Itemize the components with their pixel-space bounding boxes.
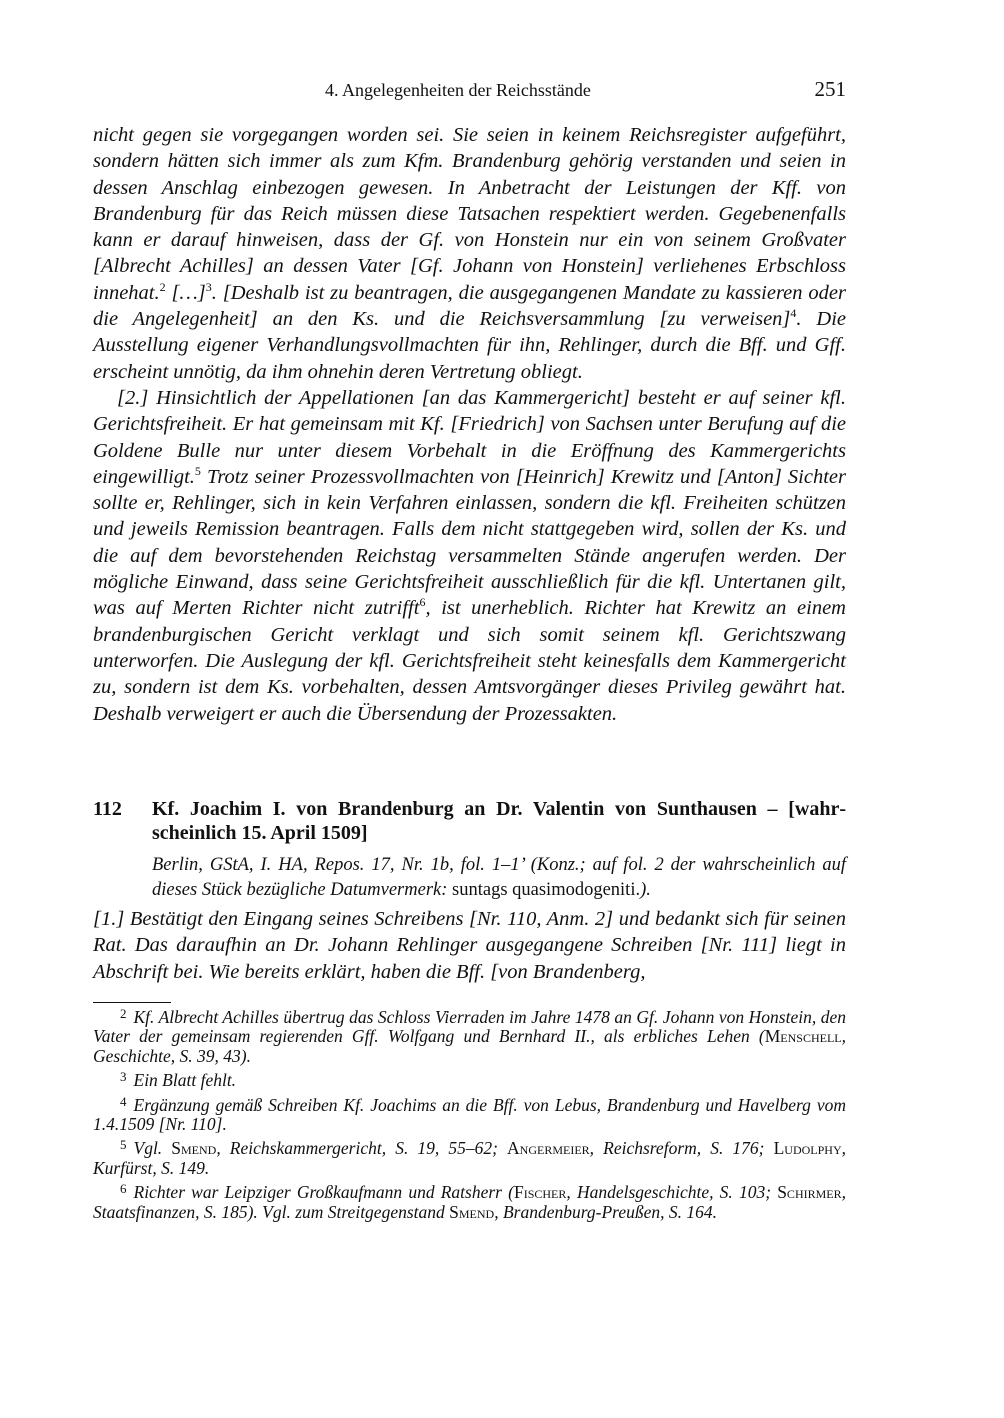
footnote-number: 5 [120,1137,127,1153]
author-name: Smend [449,1201,495,1222]
footnote-number: 2 [120,1006,127,1021]
document-112-paragraph-1: [1.] Bestätigt den Eingang seines Schreibens [Nr. 110, Anm. 2] und bedankt sich für seinen Rat. Das daraufhin an Dr. Johann Rehlinger ausgegangene Schreiben [Nr. 111] liegt in Abschrift bei. Wie bereits erklärt, haben die Bff. [von Brandenberg, [93,908,846,983]
document-title: Kf. Joachim I. von Brandenburg an Dr. Valentin von Sunthausen – [wahrscheinlich 15. April 1509] [152,798,846,844]
footnote-reference-3: 3 [205,279,212,294]
source-end: ). [640,879,651,900]
footnote-reference-4: 4 [790,306,797,321]
footnote-reference-5: 5 [194,463,201,478]
source-date-note: suntags quasimodogeniti. [452,879,641,900]
running-head [93,77,846,106]
footnote-3: $^3$ Ein Blatt fehlt. [120,1069,237,1091]
footnote-4: $^4$ Ergänzung gemäß Schreiben Kf. Joachims an die Bff. von Lebus, Brandenburg und Havelberg vom 1.4.1509 [Nr. 110]. [93,1093,846,1135]
document-heading [93,797,846,845]
author-name: Schirmer [777,1182,842,1203]
footnote-reference-6: 6 [419,595,426,610]
footnote-reference-2: 2 [159,279,166,294]
document-number: 112 [93,798,122,820]
continued-paragraph-1: nicht gegen sie vorgegangen worden sei. Sie seien in keinem Reichsregister aufgeführt, sondern hätten sich immer als zum Kfm. Brandenburg gehörig verstanden und seien in dessen Anschlag einbezogen gewesen. In Anbetracht der Leistungen der Kff. von Brandenburg für das Reich müssen diese Tatsachen respektiert werden. Gegebenenfalls kann er darauf hinweisen, dass der Gf. von Honstein nur ein von seinem Großvater [Albrecht Achilles] an dessen Vater [Gf. Johann von Honstein] verliehenes Erbschloss innehat.$^2$ […]$^3$. [Deshalb ist zu beantragen, die ausgegangenen Mandate zu kassieren oder die Angelegenheit] an den Ks. und die Reichsversammlung [zu verweisen]$^4$. Die Ausstellung eigener Verhandlungsvollmachten für ihn, Rehlinger, durch die Bff. und Gff. erscheint unnötig, da ihm ohnehin deren Vertretung obliegt. [93,124,846,383]
author-name: Fischer [513,1182,567,1203]
source-archive-reference: Berlin, GStA, I. HA, Repos. 17, Nr. 1b, fol. 1–1’ (Konz.; auf fol. 2 der wahrscheinlich auf dieses Stück bezügliche Datumvermerk: [152,855,846,900]
footnote-number: 3 [120,1069,127,1085]
author-name: Ludolphy [773,1138,842,1159]
footnote-6: $^6$ Richter war Leipziger Großkaufmann und Ratsherr (Fischer, Handelsgeschichte, S. 103; Schirmer, Staatsfinanzen, S. 185). Vgl. zum Streitgegenstand Smend, Brandenburg-Preußen, S. 164. [93,1181,846,1222]
footnote-number: 6 [120,1181,127,1197]
author-name: Angermeier [507,1138,590,1159]
document-112-text [93,906,846,985]
running-head-title: 4. Angelegenheiten der Reichsstände [325,80,591,100]
footnote-number: 4 [120,1093,127,1109]
continued-paragraph-2: [2.] Hinsichtlich der Appellationen [an das Kammergericht] besteht er auf seiner kfl. Gerichtsfreiheit. Er hat gemeinsam mit Kf. [Friedrich] von Sachsen unter Berufung auf die Goldene Bulle nur unter diesem Vorbehalt in die Eröffnung des Kammergerichts eingewilligt.$^5$ Trotz seiner Prozessvollmachten von [Heinrich] Krewitz und [Anton] Sichter sollte er, Rehlinger, sich in kein Verfahren einlassen, sondern die kfl. Freiheiten schützen und jeweils Remission beantragen. Falls dem nicht stattgegeben wird, sollen der Ks. und die auf dem bevorstehenden Reichstag versammelten Stände angerufen werden. Der mögliche Einwand, dass seine Gerichtsfreiheit ausschließlich für die kfl. Untertanen gilt, was auf Merten Richter nicht zutrifft$^6$, ist unerheblich. Richter hat Krewitz an einem brandenburgischen Gericht verklagt und sich somit seinem kfl. Gerichtszwang unterworfen. Die Auslegung der kfl. Gerichtsfreiheit steht keinesfalls dem Kammergericht zu, sondern ist dem Ks. vorbehalten, dessen Amtsvorgänger dieses Privileg gewährt hat. Deshalb verweigert er auch die Übersendung der Prozessakten. [93,386,846,725]
continued-document-text [93,122,846,727]
author-name: Menschell [764,1026,842,1047]
author-name: Smend [171,1138,217,1159]
source-note [152,853,846,902]
footnote-2: $^2$ Kf. Albrecht Achilles übertrug das Schloss Vierraden im Jahre 1478 an Gf. Johann von Honstein, den Vater der gemeinsam regierenden Gff. Wolfgang und Bernhard II., als erbliches Lehen (Menschell, Geschichte, S. 39, 43). [93,1006,846,1066]
footnote-5: $^5$ Vgl. Smend, Reichskammergericht, S. 19, 55–62; Angermeier, Reichsreform, S. 176; Ludolphy, Kurfürst, S. 149. [93,1137,846,1178]
footnote-divider [93,1002,171,1003]
page-number: 251 [814,77,846,101]
footnotes [93,1008,846,1227]
